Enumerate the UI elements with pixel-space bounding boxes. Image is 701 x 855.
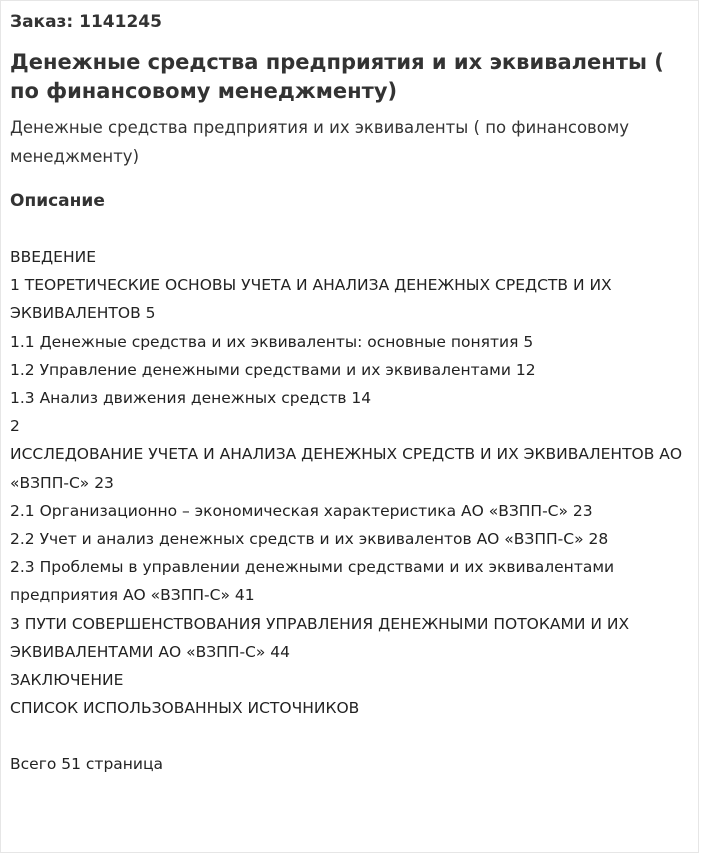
- toc-item: 3 ПУТИ СОВЕРШЕНСТВОВАНИЯ УПРАВЛЕНИЯ ДЕНЕЖНЫМИ ПОТОКАМИ И ИХ ЭКВИВАЛЕНТАМИ АО «ВЗПП-С» 44: [10, 614, 630, 661]
- description-heading: Описание: [10, 191, 105, 211]
- toc-item: 2: [10, 417, 20, 436]
- page-title: Денежные средства предприятия и их эквиваленты ( по финансовому менеджменту): [10, 50, 664, 103]
- toc-item: 2.3 Проблемы в управлении денежными средствами и их эквивалентами предприятия АО «ВЗПП-С» 41: [10, 558, 615, 605]
- toc-item: 1.2 Управление денежными средствами и их эквивалентами 12: [10, 360, 536, 379]
- toc-item: 1 ТЕОРЕТИЧЕСКИЕ ОСНОВЫ УЧЕТА И АНАЛИЗА ДЕНЕЖНЫХ СРЕДСТВ И ИХ ЭКВИВАЛЕНТОВ 5: [10, 276, 612, 323]
- toc-item: 2.2 Учет и анализ денежных средств и их эквивалентов АО «ВЗПП-С» 28: [10, 530, 609, 549]
- toc-item: СПИСОК ИСПОЛЬЗОВАННЫХ ИСТОЧНИКОВ: [10, 699, 360, 718]
- toc-item: ЗАКЛЮЧЕНИЕ: [10, 671, 124, 690]
- toc-item: 1.1 Денежные средства и их эквиваленты: основные понятия 5: [10, 332, 534, 351]
- table-of-contents: [10, 243, 690, 722]
- toc-item: ВВЕДЕНИЕ: [10, 248, 97, 266]
- page-subtitle: Денежные средства предприятия и их эквиваленты ( по финансовому менеджменту): [10, 118, 630, 166]
- toc-item: 1.3 Анализ движения денежных средств 14: [10, 389, 372, 408]
- order-number: Заказ: 1141245: [10, 12, 162, 32]
- toc-item: ИССЛЕДОВАНИЕ УЧЕТА И АНАЛИЗА ДЕНЕЖНЫХ СРЕДСТВ И ИХ ЭКВИВАЛЕНТОВ АО «ВЗПП-С» 23: [10, 445, 683, 492]
- toc-item: 2.1 Организационно – экономическая характеристика АО «ВЗПП-С» 23: [10, 501, 593, 520]
- total-pages: Всего 51 страница: [10, 755, 164, 774]
